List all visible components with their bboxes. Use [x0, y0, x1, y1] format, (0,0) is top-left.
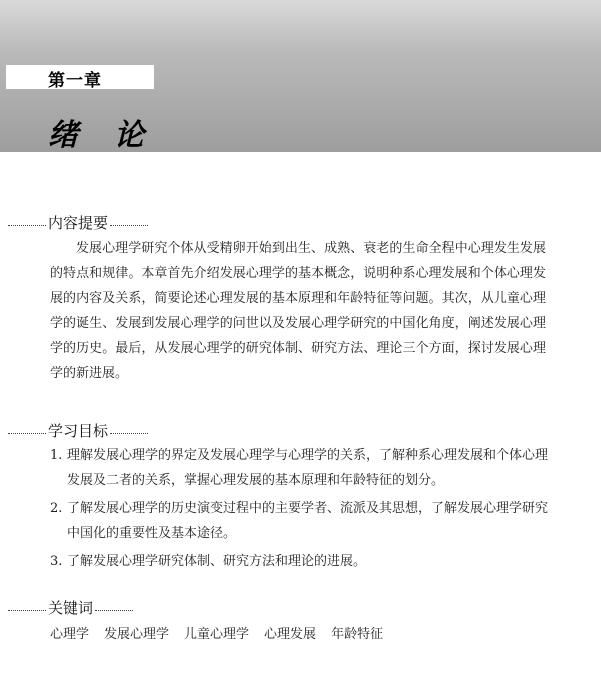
- keywords-heading: 关键词: [48, 598, 94, 617]
- objectives-list: [50, 443, 548, 577]
- keyword: 心理发展: [264, 627, 317, 642]
- objective-item: [50, 443, 548, 493]
- objective-number: 1.: [50, 448, 63, 463]
- objective-number: 2.: [50, 501, 63, 516]
- summary-heading-row: [8, 212, 148, 232]
- keyword: 发展心理学: [104, 627, 170, 642]
- leader-dots: [8, 433, 46, 434]
- summary-paragraph: 发展心理学研究个体从受精卵开始到出生、成熟、衰老的生命全程中心理发生发展的特点和规律。本章首先介绍发展心理学的基本概念，说明种系心理发展和个体心理发展的内容及关系，简要论述心理发展的基本原理和年龄特征等问题。其次，从儿童心理学的诞生、发展到发展心理学的问世以及发展心理学研究的中国化角度，阐述发展心理学的历史。最后，从发展心理学的研究体制、研究方法、理论三个方面，探讨发展心理学的新进展。: [50, 241, 546, 381]
- leader-dots: [110, 433, 148, 434]
- leader-dots: [95, 610, 133, 611]
- summary-heading: 内容提要: [48, 213, 109, 232]
- leader-dots: [8, 610, 46, 611]
- leader-dots: [110, 225, 148, 226]
- keyword: 年龄特征: [331, 627, 384, 642]
- objectives-heading-row: [8, 420, 148, 440]
- objective-item: [50, 496, 548, 546]
- objective-text: 了解发展心理学研究体制、研究方法和理论的进展。: [67, 554, 367, 569]
- summary-body: [50, 236, 546, 386]
- leader-dots: [8, 225, 46, 226]
- objective-text: 理解发展心理学的界定及发展心理学与心理学的关系，了解种系心理发展和个体心理发展及二者的关系，掌握心理发展的基本原理和年龄特征的划分。: [67, 448, 549, 488]
- chapter-title: 绪论: [48, 118, 180, 153]
- keyword: 心理学: [50, 627, 90, 642]
- keywords-heading-row: [8, 597, 133, 617]
- objective-item: [50, 549, 548, 574]
- objective-text: 了解发展心理学的历史演变过程中的主要学者、流派及其思想，了解发展心理学研究中国化的重要性及基本途径。: [67, 501, 549, 541]
- keyword: 儿童心理学: [184, 627, 250, 642]
- objective-number: 3.: [50, 554, 63, 569]
- objectives-heading: 学习目标: [48, 421, 109, 440]
- chapter-label: 第一章: [48, 71, 102, 91]
- keywords-list: [50, 623, 383, 642]
